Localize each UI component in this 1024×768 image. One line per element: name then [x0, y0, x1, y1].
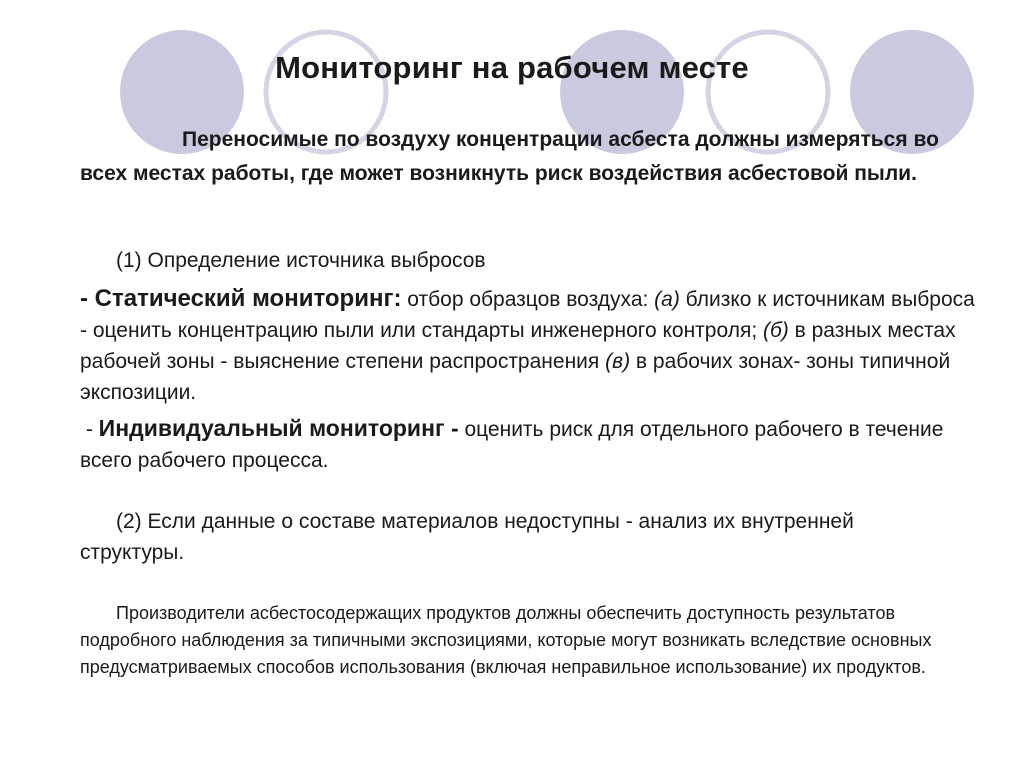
intro-bold-text: Переносимые по воздуху концентрации асбеста должны измеряться во всех местах работы, где может возникнуть риск воздействия асбестовой пыли — [80, 128, 939, 185]
individual-monitoring-paragraph — [80, 413, 980, 476]
static-label-a: (а) — [654, 288, 680, 311]
individual-monitoring-lead: Индивидуальный мониторинг - — [98, 415, 459, 441]
static-text-2: близко к источникам выброса - оценить концентрацию пыли или стандарты инженерного контроля; — [80, 288, 975, 342]
static-monitoring-paragraph — [80, 283, 980, 408]
producers-paragraph: Производители асбестосодержащих продуктов должны обеспечить доступность результатов подробного наблюдения за типичными экспозициями, которые могут возникать вследствие основных предусматриваемых способов использования (включая неправильное использование) их продуктов. — [80, 603, 932, 677]
static-text-3: в разных местах рабочей зоны - выяснение степени распространения — [80, 319, 956, 373]
item-2-structure-analysis: (2) Если данные о составе материалов недоступны - анализ их внутренней структуры. — [80, 510, 854, 564]
static-label-c: (в) — [605, 350, 631, 373]
static-text-1: отбор образцов воздуха: — [401, 288, 655, 311]
static-monitoring-lead: - Статический мониторинг: — [80, 285, 402, 312]
intro-end: . — [911, 162, 917, 185]
individual-text: оценить риск для отдельного рабочего в течение всего рабочего процесса. — [80, 418, 944, 472]
static-label-b: (б) — [762, 319, 789, 342]
item-1-source-identification: (1) Определение источника выбросов — [116, 249, 486, 272]
individual-prefix: - — [80, 418, 99, 441]
slide-title: Мониторинг на рабочем месте — [275, 50, 749, 85]
intro-paragraph — [80, 123, 960, 191]
static-text-4: в рабочих зонах- зоны типичной экспозиции. — [80, 350, 951, 404]
